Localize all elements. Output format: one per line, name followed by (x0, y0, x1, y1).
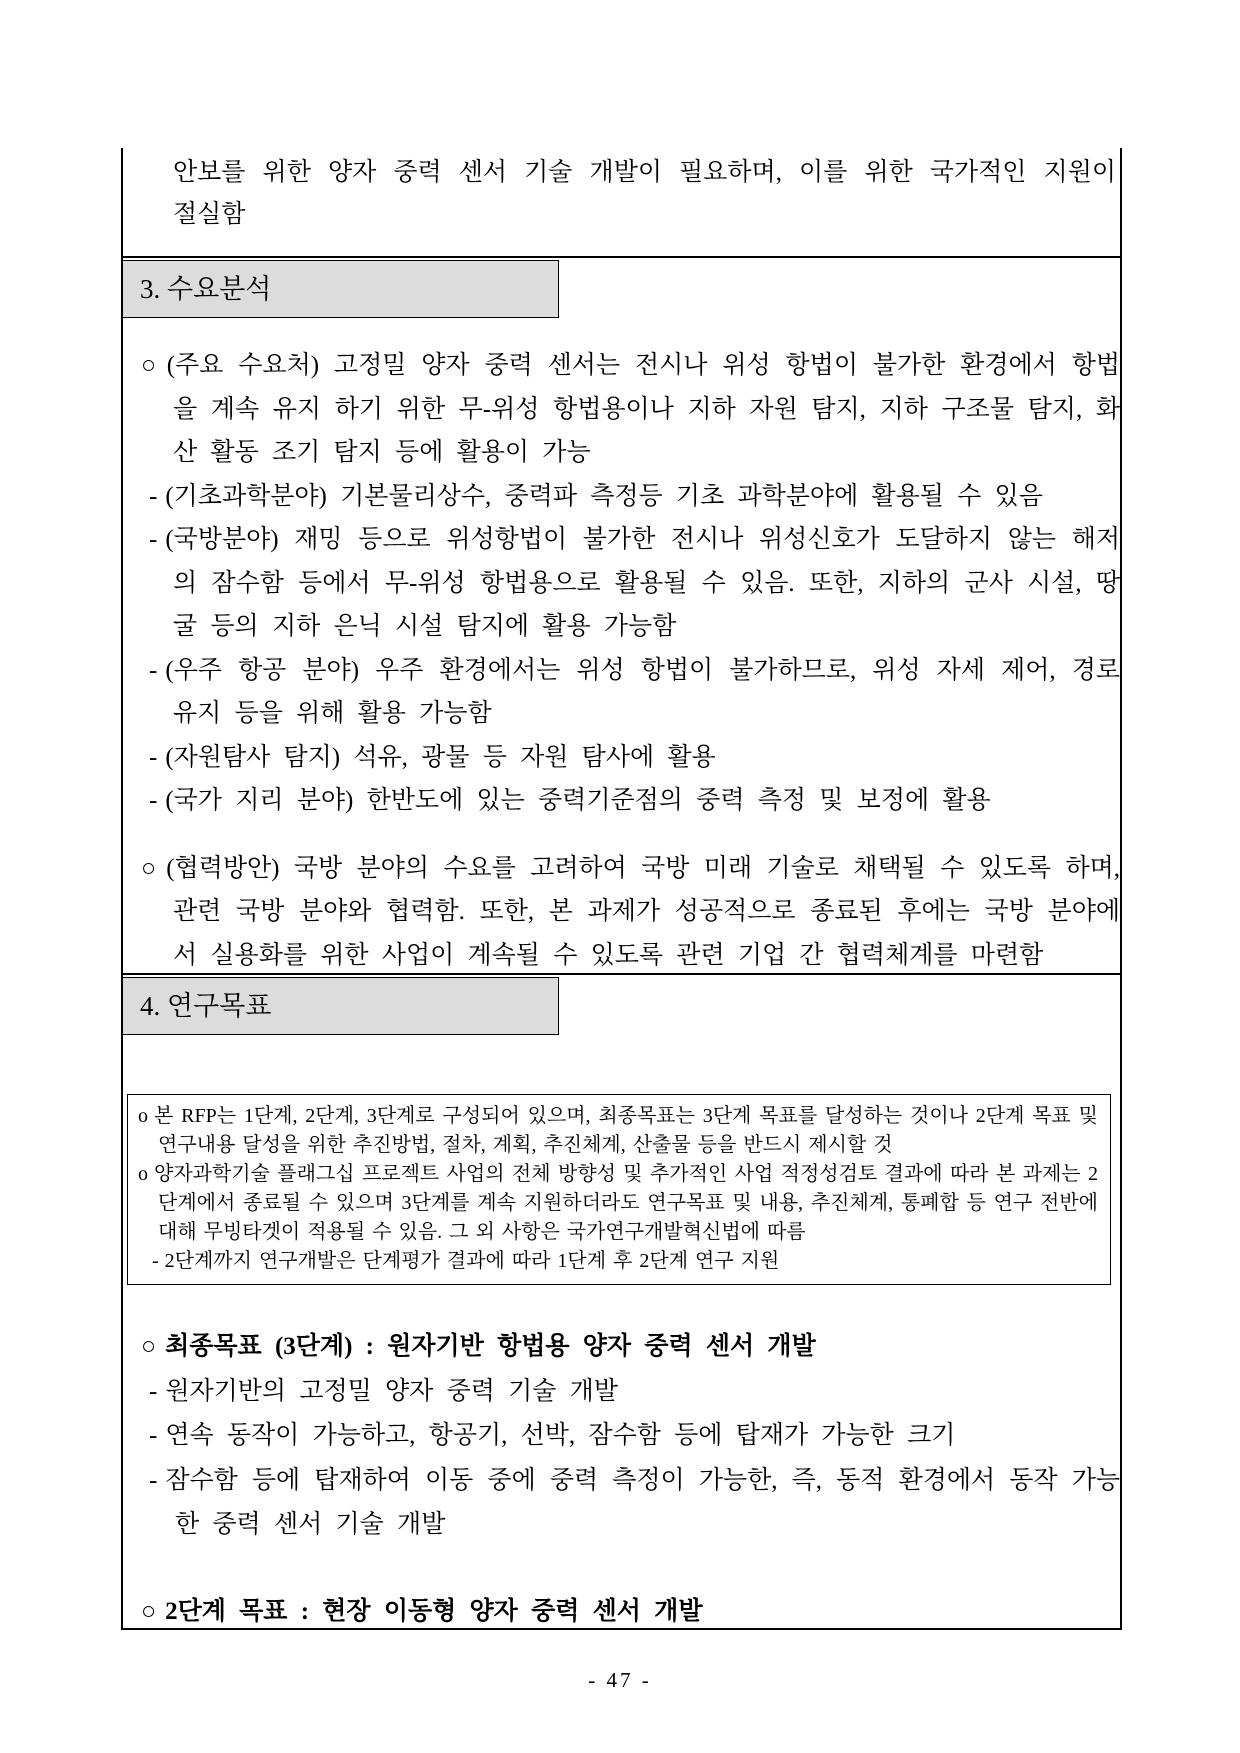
goal-item (123, 1414, 1120, 1459)
page-number: - 47 - (588, 1668, 652, 1692)
intro-cell (123, 148, 1120, 258)
section3-title: 3. 수요분석 (140, 274, 272, 304)
list-item (123, 475, 1120, 519)
list-item-text: (자원탐사 탐지) 석유, 광물 등 자원 탐사에 활용 (165, 743, 716, 771)
dash-bullet: - (149, 482, 158, 510)
dash-bullet: - (149, 1422, 158, 1449)
section3-header-row (123, 258, 1120, 320)
intro-line-2: 절실함 (173, 201, 246, 228)
circle-bullet: ○ (141, 352, 158, 379)
goal-item-text: 2단계 목표 : 현장 이동형 양자 중력 센서 개발 (165, 1597, 703, 1625)
goal-item-text: 최종목표 (3단계) : 원자기반 항법용 양자 중력 센서 개발 (165, 1333, 816, 1360)
circle-bullet: o (138, 1163, 148, 1185)
list-item (123, 779, 1120, 823)
rfp-note-box (127, 1094, 1111, 1285)
goal-item (123, 1370, 1120, 1415)
note-item (138, 1160, 1098, 1247)
goal-item (123, 1325, 1120, 1370)
goal-item-text: 원자기반의 고정밀 양자 중력 기술 개발 (165, 1377, 618, 1405)
goal-item-text: 연속 동작이 가능하고, 항공기, 선박, 잠수함 등에 탑재가 가능한 크기 (165, 1422, 956, 1449)
dash-bullet: - (149, 656, 158, 684)
section3-header-box (123, 260, 559, 318)
goal-item-text: 잠수함 등에 탑재하여 이동 중에 중력 측정이 가능한, 즉, 동적 환경에서 동작 가능한 중력 센서 기술 개발 (165, 1466, 1120, 1538)
list-item (123, 344, 1120, 475)
goal-item (123, 1590, 1120, 1631)
circle-bullet: ○ (141, 854, 158, 882)
circle-bullet: ○ (141, 1333, 157, 1360)
list-item (123, 518, 1120, 649)
section4-header-row (123, 973, 1120, 1036)
note-item-text: 본 RFP는 1단계, 2단계, 3단계로 구성되어 있으며, 최종목표는 3단계 목표를 달성하는 것이나 2단계 목표 및 연구내용 달성을 위한 추진방법, 절차, 계획, 추진체계, 산출물 등을 반드시 제시할 것 (154, 1105, 1098, 1156)
dash-bullet: - (149, 787, 158, 814)
list-item-text: (국가 지리 분야) 한반도에 있는 중력기준점의 중력 측정 및 보정에 활용 (165, 787, 991, 814)
dash-bullet: - (149, 1466, 158, 1494)
circle-bullet: o (138, 1105, 148, 1127)
dash-bullet: - (149, 743, 158, 771)
goal-item (123, 1459, 1120, 1548)
section4-header-box (123, 977, 559, 1035)
goal-list (123, 1325, 1120, 1630)
list-item-text: (주요 수요처) 고정밀 양자 중력 센서는 전시나 위성 항법이 불가한 환경에서 항법을 계속 유지 하기 위한 무-위성 항법용이나 지하 자원 탐지, 지하 구조물 탐지, 화산 활동 조기 탐지 등에 활용이 가능 (166, 352, 1120, 466)
document-table (121, 148, 1122, 1630)
list-item-text: (우주 항공 분야) 우주 환경에서는 위성 항법이 불가하므로, 위성 자세 제어, 경로 유지 등을 위해 활용 가능함 (165, 656, 1120, 727)
list-item-text: (국방분야) 재밍 등으로 위성항법이 불가한 전시나 위성신호가 도달하지 않는 해저의 잠수함 등에서 무-위성 항법용으로 활용될 수 있음. 또한, 지하의 군사 시설, 땅굴 등의 지하 은닉 시설 탐지에 활용 가능함 (165, 526, 1120, 640)
note-item (138, 1247, 1098, 1276)
dash-bullet: - (152, 1250, 159, 1272)
list-item-text: (협력방안) 국방 분야의 수요를 고려하여 국방 미래 기술로 채택될 수 있도록 하며, 관련 국방 분야와 협력함. 또한, 본 과제가 성공적으로 종료된 후에는 국방 분야에서 실용화를 위한 사업이 계속될 수 있도록 관련 기업 간 협력체계를 마련함 (166, 854, 1120, 969)
note-item-text: 양자과학기술 플래그십 프로젝트 사업의 전체 방향성 및 추가적인 사업 적정성검토 결과에 따라 본 과제는 2단계에서 종료될 수 있으며 3단계를 계속 지원하더라도 연구목표 및 내용, 추진체계, 통폐합 등 연구 전반에 대해 무빙타겟이 적용될 수 있음. 그 외 사항은 국가연구개발혁신법에 따름 (154, 1163, 1098, 1243)
section4-body (123, 1036, 1120, 1630)
note-item (138, 1102, 1098, 1160)
list-item (123, 847, 1120, 974)
dash-bullet: - (149, 526, 158, 553)
dash-bullet: - (149, 1377, 158, 1405)
intro-line-1: 안보를 위한 양자 중력 센서 기술 개발이 필요하며, 이를 위한 국가적인 지원이 (173, 159, 1116, 186)
section3-body (123, 320, 1120, 973)
section4-title: 4. 연구목표 (140, 991, 272, 1021)
list-item (123, 649, 1120, 736)
note-item-text: 2단계까지 연구개발은 단계평가 결과에 따라 1단계 후 2단계 연구 지원 (164, 1250, 780, 1272)
circle-bullet: ○ (141, 1597, 157, 1625)
list-item (123, 736, 1120, 780)
list-item-text: (기초과학분야) 기본물리상수, 중력파 측정등 기초 과학분야에 활용될 수 있음 (165, 482, 1043, 510)
